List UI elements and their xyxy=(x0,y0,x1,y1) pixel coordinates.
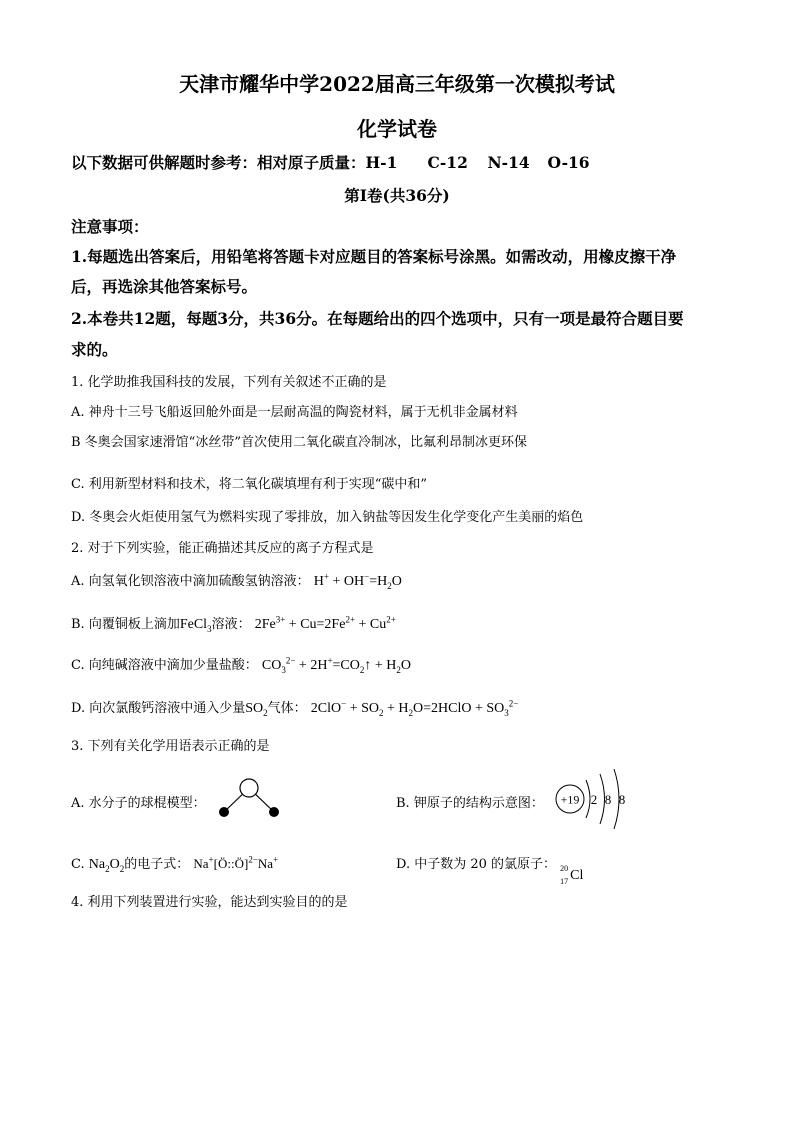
oxygen-atom xyxy=(240,779,258,797)
hydrogen-atom-right xyxy=(269,807,279,817)
q1-option-b: B 冬奥会国家速滑馆“冰丝带”首次使用二氧化碳直冷制冰，比氟利昂制冰更环保 xyxy=(71,435,527,450)
q2-stem: 2. 对于下列实验，能正确描述其反应的离子方程式是 xyxy=(71,541,374,556)
exam-title: 天津市耀华中学2022届高三年级第一次模拟考试 xyxy=(179,72,615,96)
section-header: 第Ⅰ卷(共36分) xyxy=(344,186,450,205)
potassium-structure-diagram xyxy=(553,768,633,830)
note1-line1: 1.每题选出答案后，用铅笔将答题卡对应题目的答案标号涂黑。如需改动，用橡皮擦干净 xyxy=(71,247,677,266)
notes-heading: 注意事项： xyxy=(71,217,149,236)
q2-option-a-text: A. 向氢氧化钡溶液中滴加硫酸氢钠溶液： xyxy=(71,574,310,589)
q1-option-a: A. 神舟十三号飞船返回舱外面是一层耐高温的陶瓷材料，属于无机非金属材料 xyxy=(71,405,518,420)
q2-option-c-equation: $CO_3^{2-}$ + $2H^+=CO_2↑ + H_2O$ xyxy=(261,655,411,675)
nucleus-charge: +19 xyxy=(560,792,580,807)
q2-option-d-reagent: $SO_2$ xyxy=(245,701,268,718)
q2-option-b xyxy=(71,613,396,633)
q2-option-d-text: D. 向次氯酸钙溶液中通入少量 xyxy=(71,701,246,716)
q2-option-a-equation: $H^+ + OH^-=H_2O$ xyxy=(313,571,402,591)
q3-option-d-text: D. 中子数为 20 的氯原子： xyxy=(396,857,557,872)
note2-line1: 2.本卷共12题，每题3分，共36分。在每题给出的四个选项中，只有一项是最符合题目要 xyxy=(71,309,684,328)
atomic-mass-o: O-16 xyxy=(547,153,590,172)
q1-option-d: D. 冬奥会火炬使用氢气为燃料实现了零排放，加入钠盐等因发生化学变化产生美丽的焰色 xyxy=(71,510,584,525)
q2-option-d xyxy=(71,697,518,717)
q2-option-b-text: B. 向覆铜板上滴加 xyxy=(71,617,180,632)
atomic-mass-h: H-1 xyxy=(365,153,398,172)
q2-option-a xyxy=(71,570,402,590)
q4-stem: 4. 利用下列装置进行实验，能达到实验目的的是 xyxy=(71,895,348,910)
q3-option-a-text: A. 水分子的球棍模型： xyxy=(71,796,206,811)
q3-option-c-text: 的电子式： xyxy=(124,857,190,872)
atomic-mass-prefix: 以下数据可供解题时参考：相对原子质量： xyxy=(71,153,366,172)
q3-option-b-text: B. 钾原子的结构示意图： xyxy=(396,796,544,811)
q3-option-c-formula: $Na_2O_2$ xyxy=(88,857,125,874)
q2-option-b-equation: $2Fe^{3+} + Cu=2Fe^{2+} + Cu^{2+}$ xyxy=(254,614,396,632)
shell-2-count: 8 xyxy=(604,792,612,807)
q2-option-b-text2: 溶液： xyxy=(211,617,251,632)
q2-option-c xyxy=(71,654,411,674)
q1-stem: 1. 化学助推我国科技的发展，下列有关叙述不正确的是 xyxy=(71,375,387,390)
water-ball-stick-model xyxy=(214,778,284,820)
shell-1-count: 2 xyxy=(590,792,598,807)
atomic-mass-c: C-12 xyxy=(427,153,468,172)
q3-stem: 3. 下列有关化学用语表示正确的是 xyxy=(71,739,270,754)
note2-line2: 求的。 xyxy=(71,340,118,359)
shell-3-count: 8 xyxy=(618,792,626,807)
q2-option-c-text: C. 向纯碱溶液中滴加少量盐酸： xyxy=(71,658,258,673)
q2-option-d-text2: 气体： xyxy=(267,701,307,716)
q1-option-c: C. 利用新型材料和技术，将二氧化碳填埋有利于实现“碳中和” xyxy=(71,477,428,492)
q3-option-c-label: C. xyxy=(71,857,85,872)
q3-option-c xyxy=(71,853,278,873)
q2-option-b-reagent: FeCl$_3$ xyxy=(179,617,212,634)
atomic-mass-n: N-14 xyxy=(487,153,530,172)
atomic-mass-line xyxy=(71,151,590,173)
exam-subtitle: 化学试卷 xyxy=(357,117,437,141)
note1-line2: 后，再选涂其他答案标号。 xyxy=(71,277,258,296)
q3-option-d: D. 中子数为 20 的氯原子： 20 17 Cl xyxy=(396,857,584,886)
q2-option-d-equation: $2ClO^- + SO_2$ + $H_2O=2HClO + SO_3^{2-}$ xyxy=(310,698,519,718)
q3-option-c-electron-formula: Na+[Ö::Ö]$^{2-}$Na+ xyxy=(193,854,279,871)
hydrogen-atom-left xyxy=(219,807,229,817)
